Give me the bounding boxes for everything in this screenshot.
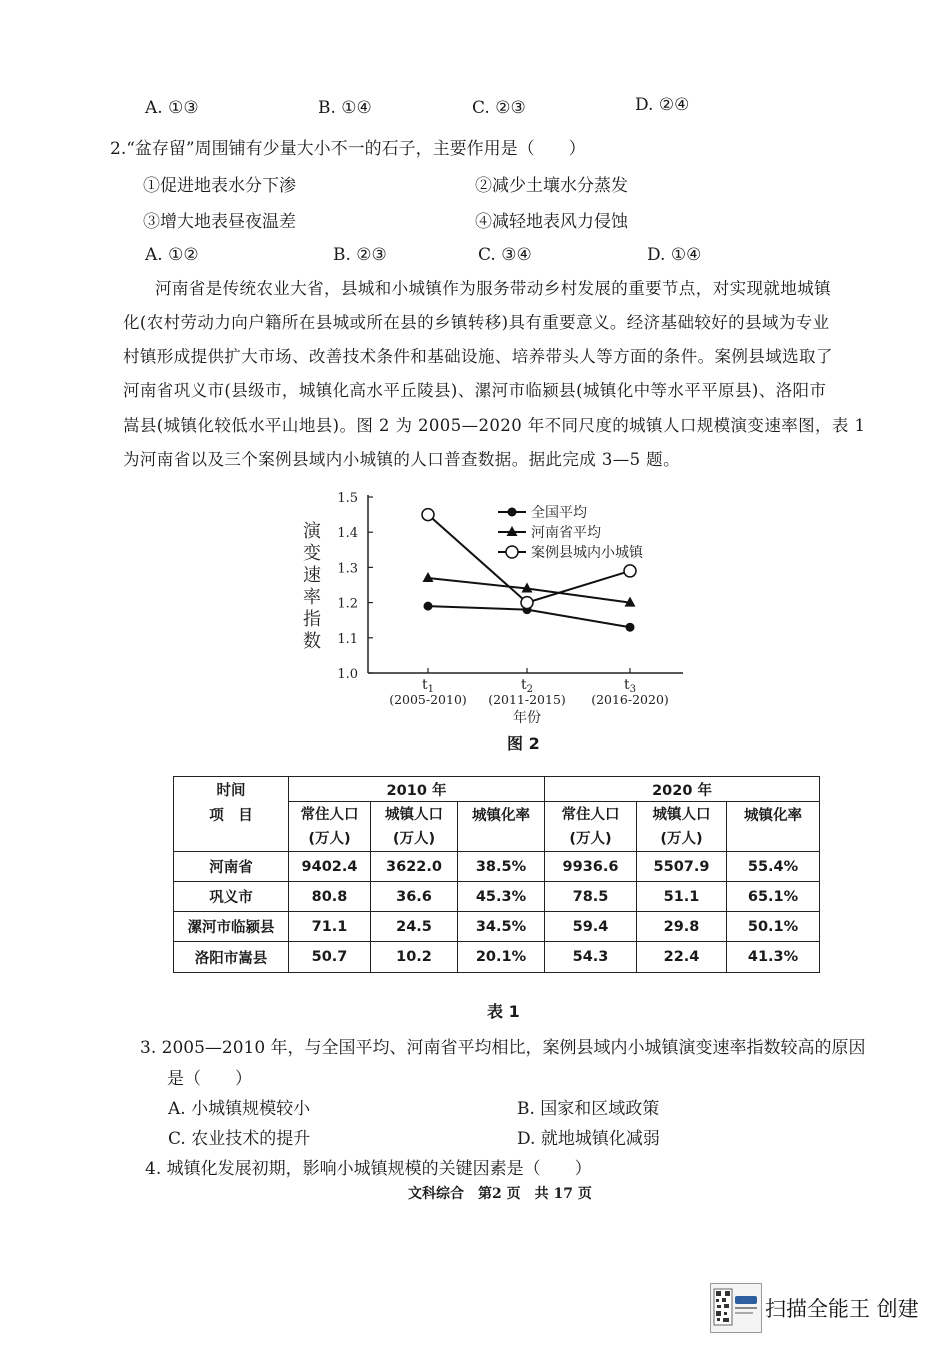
row-name: 巩义市	[174, 882, 289, 912]
header-2010: 2010 年	[289, 777, 545, 802]
passage-line-5: 嵩县(城镇化较低水平山地县)。图 2 为 2005—2020 年不同尺度的城镇人口规模演变速率图，表 1	[123, 416, 866, 435]
col-header-text: 常住人口	[561, 806, 620, 823]
col-header-4	[545, 802, 637, 852]
table-cell: 9936.6	[545, 852, 637, 882]
col-header-1	[289, 802, 371, 852]
table-cell: 71.1	[289, 912, 371, 942]
data-point	[626, 623, 635, 632]
col-header-6	[727, 802, 820, 852]
q1-option-a: A. ①③	[145, 98, 199, 118]
col-header-text: 城镇化率	[744, 808, 803, 824]
q2-option-a: A. ①②	[145, 245, 199, 265]
q2-option-b: B. ②③	[333, 245, 387, 265]
passage-line-4: 河南省巩义市(县级市，城镇化高水平丘陵县)、漯河市临颍县(城镇化中等水平平原县)、洛阳市	[123, 381, 827, 400]
header-2020: 2020 年	[545, 777, 820, 802]
y-tick-label: 1.0	[337, 667, 358, 682]
table-cell: 36.6	[371, 882, 458, 912]
line-chart	[290, 485, 690, 725]
col-header-2	[371, 802, 458, 852]
x-tick-label: $t_2$	[520, 677, 534, 695]
table-cell: 5507.9	[637, 852, 727, 882]
y-tick-label: 1.4	[337, 526, 358, 542]
q3-option-c: C. 农业技术的提升	[168, 1129, 311, 1149]
table-row	[174, 852, 820, 882]
table-cell: 80.8	[289, 882, 371, 912]
row-name: 漯河市临颍县	[174, 912, 289, 942]
col-header-text: 城镇人口	[385, 806, 443, 823]
q3-option-b: B. 国家和区域政策	[517, 1099, 660, 1119]
x-tick-labels	[389, 668, 669, 707]
table-row	[174, 882, 820, 912]
x-axis-label: 年份	[513, 710, 541, 725]
scanner-watermark: 扫描全能王 创建	[765, 1297, 919, 1321]
page-footer: 文科综合 第2 页 共 17 页	[408, 1186, 592, 1202]
table-cell: 50.1%	[727, 912, 820, 942]
x-tick-range-label: (2005-2010)	[389, 692, 467, 707]
table-cell: 22.4	[637, 942, 727, 973]
col-header-text: 城镇人口	[652, 806, 711, 823]
q2-item-4: ④减轻地表风力侵蚀	[475, 212, 628, 232]
col-header-3	[458, 802, 545, 852]
col-header-text: 城镇化率	[472, 808, 530, 824]
table-cell: 38.5%	[458, 852, 545, 882]
table-cell: 45.3%	[458, 882, 545, 912]
table-cell: 55.4%	[727, 852, 820, 882]
q1-option-b: B. ①④	[318, 98, 372, 118]
q3-stem-line-1: 3. 2005—2010 年，与全国平均、河南省平均相比，案例县域内小城镇演变速率指数较高的原因	[140, 1038, 866, 1058]
col-header-text: 常住人口	[300, 806, 359, 823]
col-header-unit: (万人)	[392, 830, 436, 847]
row-name: 洛阳市嵩县	[174, 942, 289, 973]
data-point	[423, 572, 434, 582]
y-tick-label: 1.5	[337, 491, 358, 506]
x-tick-label: $t_1$	[421, 677, 435, 695]
data-point	[521, 597, 533, 609]
header-item: 项 目	[174, 802, 289, 852]
table-cell: 20.1%	[458, 942, 545, 973]
header-time: 时间	[174, 777, 289, 802]
table-row	[174, 942, 820, 973]
q3-option-d: D. 就地城镇化减弱	[517, 1129, 660, 1149]
chart-axes	[368, 495, 683, 673]
table-cell: 24.5	[371, 912, 458, 942]
row-name: 河南省	[174, 852, 289, 882]
table-cell: 9402.4	[289, 852, 371, 882]
table-cell: 54.3	[545, 942, 637, 973]
q1-option-d: D. ②④	[635, 95, 690, 115]
table-cell: 65.1%	[727, 882, 820, 912]
passage-line-1: 河南省是传统农业大省，县城和小城镇作为服务带动乡村发展的重要节点，对实现就地城镇	[155, 279, 831, 298]
passage-line-2: 化(农村劳动力向户籍所在县城或所在县的乡镇转移)具有重要意义。经济基础较好的县域为专业	[123, 313, 830, 332]
scanner-qr-logo	[710, 1283, 762, 1333]
chart-legend	[498, 505, 644, 561]
table-cell: 51.1	[637, 882, 727, 912]
col-header-unit: (万人)	[308, 830, 351, 847]
q3-stem-line-2: 是（ ）	[167, 1069, 252, 1089]
passage-line-3: 村镇形成提供扩大市场、改善技术条件和基础设施、培养带头人等方面的条件。案例县域选取了	[123, 347, 833, 366]
x-tick-label: $t_3$	[623, 677, 637, 695]
q2-item-2: ②减少土壤水分蒸发	[475, 176, 628, 196]
legend-label: 案例县城内小城镇	[531, 545, 643, 561]
x-tick-range-label: (2011-2015)	[488, 692, 566, 707]
figure-caption: 图 2	[507, 734, 540, 753]
col-header-unit: (万人)	[660, 830, 703, 847]
y-tick-label: 1.1	[337, 631, 358, 647]
y-tick-label: 1.2	[337, 596, 358, 612]
data-point	[422, 509, 434, 521]
y-axis-label-text: 演变速率指数	[303, 521, 321, 652]
q3-option-a: A. 小城镇规模较小	[168, 1099, 311, 1119]
table-cell: 10.2	[371, 942, 458, 973]
legend-marker	[508, 508, 517, 517]
y-tick-label: 1.3	[337, 561, 358, 577]
q1-option-c: C. ②③	[472, 98, 526, 118]
col-header-5	[637, 802, 727, 852]
table-cell: 29.8	[637, 912, 727, 942]
q4-stem: 4. 城镇化发展初期，影响小城镇规模的关键因素是（ ）	[145, 1159, 592, 1179]
table-cell: 3622.0	[371, 852, 458, 882]
data-point	[424, 602, 433, 611]
y-axis-label	[303, 521, 323, 652]
passage-line-6: 为河南省以及三个案例县域内小城镇的人口普查数据。据此完成 3—5 题。	[123, 450, 680, 469]
q2-item-1: ①促进地表水分下渗	[143, 176, 296, 196]
q2-stem: 2.“盆存留”周围铺有少量大小不一的石子，主要作用是（ ）	[110, 139, 586, 159]
table-cell: 78.5	[545, 882, 637, 912]
x-tick-range-label: (2016-2020)	[591, 692, 669, 707]
q2-option-c: C. ③④	[478, 245, 532, 265]
table-cell: 59.4	[545, 912, 637, 942]
col-header-unit: (万人)	[569, 830, 612, 847]
data-point	[624, 565, 636, 577]
census-table	[173, 776, 820, 973]
table-row	[174, 912, 820, 942]
table-cell: 50.7	[289, 942, 371, 973]
table-cell: 34.5%	[458, 912, 545, 942]
table-caption: 表 1	[487, 1002, 520, 1021]
q2-item-3: ③增大地表昼夜温差	[143, 212, 296, 232]
q2-option-d: D. ①④	[647, 245, 702, 265]
table-cell: 41.3%	[727, 942, 820, 973]
qr-code-icon	[711, 1284, 761, 1332]
legend-label: 河南省平均	[531, 525, 601, 541]
legend-label: 全国平均	[531, 505, 587, 521]
chart-series	[422, 509, 636, 632]
legend-marker	[506, 546, 518, 558]
